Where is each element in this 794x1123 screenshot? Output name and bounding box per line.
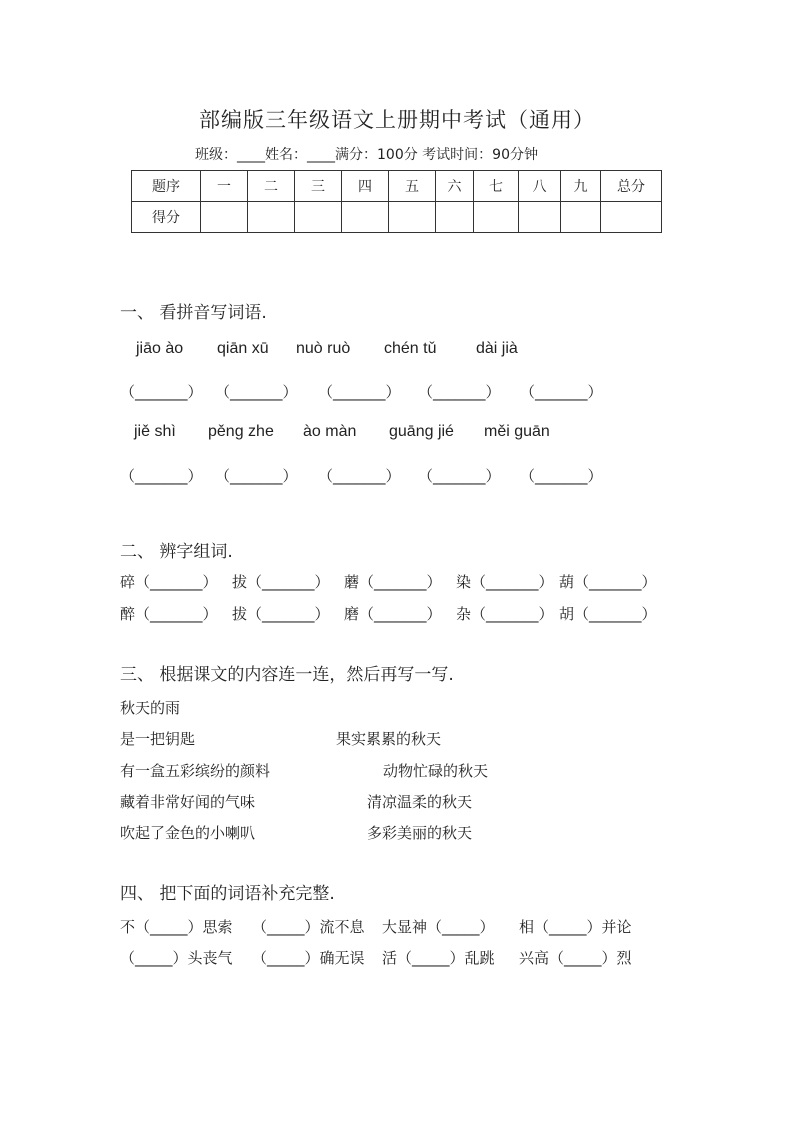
matching-intro: 秋天的雨 <box>120 699 181 717</box>
matching-right-item[interactable]: 多彩美丽的秋天 <box>367 824 473 842</box>
score-input-cell[interactable] <box>295 202 342 233</box>
pinyin-item: jiāo ào <box>136 340 184 357</box>
idiom-item[interactable]: 大显神（_____） <box>382 918 495 936</box>
answer-blank[interactable]: （_______） <box>318 467 401 485</box>
page-title: 部编版三年级语文上册期中考试（通用） <box>199 108 595 132</box>
answer-blank[interactable]: （_______） <box>520 467 603 485</box>
table-cell: 八 <box>519 171 561 202</box>
table-cell: 九 <box>561 171 601 202</box>
pinyin-item: nuò ruò <box>296 340 351 357</box>
word-pair-item[interactable]: 拔（_______） <box>232 605 330 623</box>
matching-left-item[interactable]: 是一把钥匙 <box>120 730 196 748</box>
answer-blank[interactable]: （_______） <box>120 467 203 485</box>
idiom-item[interactable]: （_____）头丧气 <box>120 949 233 967</box>
table-cell: 七 <box>474 171 519 202</box>
score-table-score-row <box>132 202 662 233</box>
word-pair-item[interactable]: 葫（_______） <box>559 573 657 591</box>
answer-blank[interactable]: （_______） <box>215 383 298 401</box>
word-pair-item[interactable]: 蘑（_______） <box>344 573 442 591</box>
matching-right-item[interactable]: 清凉温柔的秋天 <box>367 793 473 811</box>
idiom-item[interactable]: 不（_____）思索 <box>120 918 233 936</box>
pinyin-item: dài jià <box>476 340 518 357</box>
table-cell: 一 <box>201 171 248 202</box>
pinyin-item: ào màn <box>303 423 357 440</box>
exam-info: 班级：____姓名：____满分：100分 考试时间：90分钟 <box>195 147 538 163</box>
answer-blank[interactable]: （_______） <box>318 383 401 401</box>
section1-heading: 一、 看拼音写词语. <box>120 303 267 323</box>
table-cell: 总分 <box>601 171 662 202</box>
score-table <box>131 170 662 233</box>
word-pair-item[interactable]: 染（_______） <box>456 573 554 591</box>
idiom-item[interactable]: 活（_____）乱跳 <box>382 949 495 967</box>
table-cell: 五 <box>389 171 436 202</box>
table-cell: 四 <box>342 171 389 202</box>
section4-heading: 四、 把下面的词语补充完整. <box>120 884 335 904</box>
score-input-cell[interactable] <box>474 202 519 233</box>
score-input-cell[interactable] <box>561 202 601 233</box>
idiom-item[interactable]: 兴高（_____）烈 <box>519 949 632 967</box>
word-pair-item[interactable]: 醉（_______） <box>120 605 218 623</box>
matching-right-item[interactable]: 果实累累的秋天 <box>336 730 442 748</box>
word-pair-item[interactable]: 胡（_______） <box>559 605 657 623</box>
section2-heading: 二、 辨字组词. <box>120 542 233 562</box>
pinyin-item: qiān xū <box>217 340 269 357</box>
table-cell: 题序 <box>132 171 201 202</box>
score-table-header-row <box>132 171 662 202</box>
pinyin-item: měi guān <box>484 423 550 440</box>
matching-left-item[interactable]: 吹起了金色的小喇叭 <box>120 824 256 842</box>
word-pair-item[interactable]: 杂（_______） <box>456 605 554 623</box>
word-pair-item[interactable]: 碎（_______） <box>120 573 218 591</box>
answer-blank[interactable]: （_______） <box>418 383 501 401</box>
answer-blank[interactable]: （_______） <box>215 467 298 485</box>
pinyin-item: pěng zhe <box>208 423 274 440</box>
pinyin-item: jiě shì <box>134 423 176 440</box>
idiom-item[interactable]: （_____）流不息 <box>252 918 365 936</box>
score-input-cell[interactable] <box>342 202 389 233</box>
score-input-cell[interactable] <box>519 202 561 233</box>
table-cell: 二 <box>248 171 295 202</box>
idiom-item[interactable]: 相（_____）并论 <box>519 918 632 936</box>
table-cell: 得分 <box>132 202 201 233</box>
score-input-cell[interactable] <box>436 202 474 233</box>
idiom-item[interactable]: （_____）确无误 <box>252 949 365 967</box>
score-input-cell[interactable] <box>201 202 248 233</box>
answer-blank[interactable]: （_______） <box>418 467 501 485</box>
score-input-cell[interactable] <box>389 202 436 233</box>
pinyin-item: chén tǔ <box>384 340 437 357</box>
matching-left-item[interactable]: 藏着非常好闻的气味 <box>120 793 256 811</box>
table-cell: 六 <box>436 171 474 202</box>
answer-blank[interactable]: （_______） <box>520 383 603 401</box>
score-input-cell[interactable] <box>248 202 295 233</box>
section3-heading: 三、 根据课文的内容连一连，然后再写一写. <box>120 665 454 685</box>
matching-right-item[interactable]: 动物忙碌的秋天 <box>383 762 489 780</box>
pinyin-item: guāng jié <box>389 423 454 440</box>
matching-left-item[interactable]: 有一盒五彩缤纷的颜料 <box>120 762 271 780</box>
score-input-cell[interactable] <box>601 202 662 233</box>
word-pair-item[interactable]: 拔（_______） <box>232 573 330 591</box>
answer-blank[interactable]: （_______） <box>120 383 203 401</box>
table-cell: 三 <box>295 171 342 202</box>
word-pair-item[interactable]: 磨（_______） <box>344 605 442 623</box>
